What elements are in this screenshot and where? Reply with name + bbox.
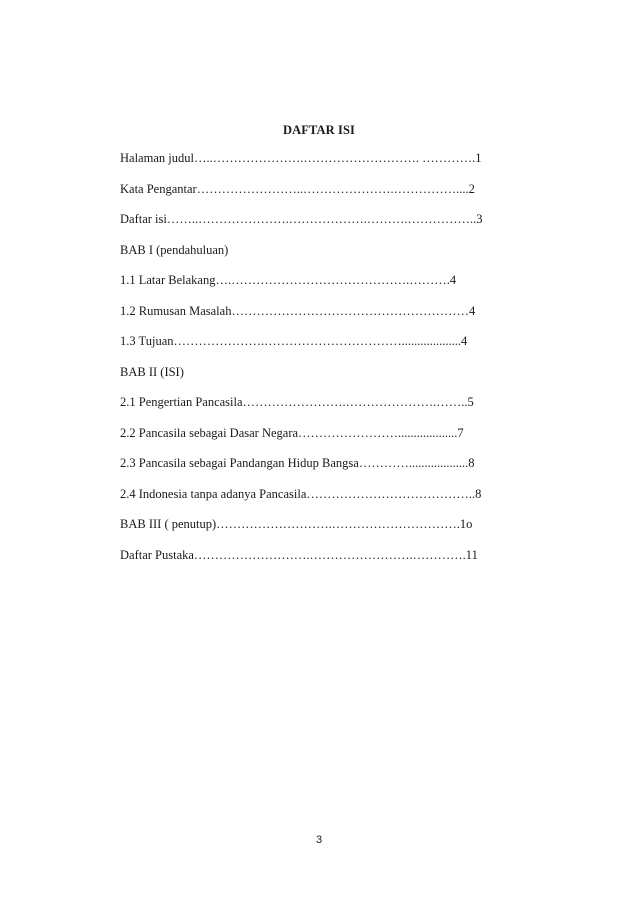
- toc-chapter-bab-3: BAB III ( penutup)……………………….………………………….1o: [120, 517, 473, 531]
- toc-entry-daftar-isi: Daftar isi……..………………….……………….……….……………..3: [120, 212, 483, 226]
- toc-entry-halaman-judul: Halaman judul…..………………….………………………. ………….1: [120, 151, 482, 165]
- toc-entry-dasar-negara: 2.2 Pancasila sebagai Dasar Negara……………………...................7: [120, 425, 464, 440]
- toc-entry-latar-belakang: 1.1 Latar Belakang….…………………………………….……….4: [120, 273, 457, 287]
- table-of-contents: [120, 151, 520, 578]
- toc-entry-daftar-pustaka: Daftar Pustaka……………………….…………………….………….11: [120, 547, 478, 562]
- toc-chapter-bab-1: BAB I (pendahuluan): [120, 242, 229, 257]
- toc-chapter-bab-2: BAB II (ISI): [120, 364, 184, 379]
- page-number: 3: [315, 834, 323, 846]
- toc-entry-indonesia-tanpa-pancasila: 2.4 Indonesia tanpa adanya Pancasila…………………………………..8: [120, 486, 482, 501]
- page-title: DAFTAR ISI: [283, 123, 355, 137]
- toc-entry-rumusan-masalah: 1.2 Rumusan Masalah…………………………………………………4: [120, 303, 476, 318]
- toc-entry-kata-pengantar: Kata Pengantar……………………..………………….……………....2: [120, 181, 475, 196]
- toc-entry-tujuan: 1.3 Tujuan………………….……………………………...................4: [120, 334, 468, 348]
- toc-entry-pengertian-pancasila: 2.1 Pengertian Pancasila…………………….………………….……..5: [120, 395, 474, 409]
- toc-entry-pandangan-hidup: 2.3 Pancasila sebagai Pandangan Hidup Bangsa…………...................8: [120, 456, 475, 470]
